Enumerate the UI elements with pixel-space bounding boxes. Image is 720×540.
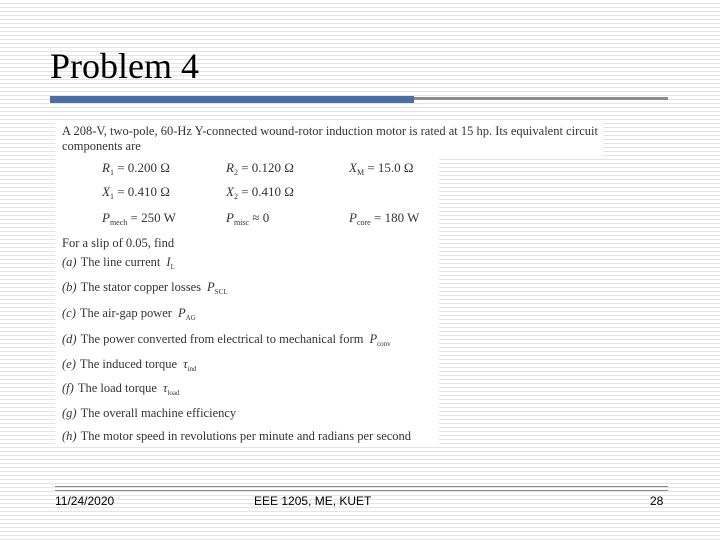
parameter-symbol: R — [102, 160, 110, 175]
question-symbol: $P_{conv}$ — [369, 332, 391, 348]
question-letter: (d) — [62, 332, 77, 346]
parameter-subscript: M — [356, 168, 365, 177]
question-symbol: $\tau_{load}$ — [162, 381, 180, 397]
parameter-symbol: P — [226, 210, 234, 225]
parameter-value: 0.120 Ω — [251, 160, 294, 175]
parameter-operator: ≈ — [252, 210, 260, 225]
slip-prompt: For a slip of 0.05, find — [62, 236, 175, 250]
question-symbol: $I_L$ — [166, 255, 175, 271]
question-letter: (c) — [62, 306, 76, 320]
parameter-x1 — [102, 184, 170, 201]
question-text: The induced torque — [79, 357, 178, 371]
title-accent-bar — [50, 96, 414, 103]
parameter-operator: = — [117, 184, 125, 199]
parameter-pcore — [349, 210, 419, 227]
parameter-value: 0.410 Ω — [251, 184, 294, 199]
footer-divider-line — [55, 486, 668, 487]
parameter-operator: = — [373, 210, 382, 225]
question-letter: (e) — [62, 357, 76, 371]
question-text: The power converted from electrical to mechanical form — [80, 332, 364, 346]
question-symbol: $\tau_{ind}$ — [183, 357, 197, 373]
question-text: The overall machine efficiency — [80, 406, 237, 420]
parameter-value: 0.410 Ω — [127, 184, 170, 199]
parameter-operator: = — [367, 160, 375, 175]
parameter-operator: = — [130, 210, 138, 225]
parameter-operator: = — [117, 160, 125, 175]
parameter-r2 — [226, 160, 294, 177]
question-f — [62, 381, 180, 397]
footer-divider-line — [55, 490, 668, 491]
parameter-symbol: X — [102, 184, 110, 199]
parameter-pmech — [102, 210, 176, 227]
parameter-value: 180 W — [384, 210, 420, 225]
parameter-value: 15.0 Ω — [377, 160, 414, 175]
parameter-value: 0 — [262, 210, 270, 225]
question-symbol: $P_{AG}$ — [177, 306, 196, 322]
footer-course: EEE 1205, ME, KUET — [254, 494, 372, 508]
parameter-operator: = — [241, 160, 249, 175]
question-text: The load torque — [77, 381, 157, 395]
problem-intro-text: A 208-V, two-pole, 60-Hz Y-connected wound-rotor induction motor is rated at 15 hp. Its equivalent circuit components are — [62, 124, 598, 153]
question-text: The motor speed in revolutions per minute and radians per second — [80, 429, 412, 443]
footer-page-number: 28 — [650, 494, 664, 508]
question-a — [62, 255, 175, 271]
parameter-subscript: mech — [109, 218, 128, 227]
question-letter: (b) — [62, 280, 77, 294]
parameter-symbol: P — [102, 210, 110, 225]
question-letter: (h) — [62, 429, 77, 443]
question-d — [62, 332, 391, 348]
question-letter: (f) — [62, 381, 74, 395]
parameter-symbol: P — [349, 210, 357, 225]
parameter-r1 — [102, 160, 170, 177]
parameter-subscript: 1 — [109, 168, 114, 177]
question-text: The air-gap power — [79, 306, 172, 320]
parameter-pmisc — [226, 210, 269, 227]
parameter-symbol: R — [226, 160, 234, 175]
question-text: The line current — [80, 255, 161, 269]
title-divider-line — [414, 97, 668, 100]
question-e — [62, 357, 197, 373]
question-h — [62, 429, 411, 444]
parameter-subscript: 2 — [233, 192, 238, 201]
question-b — [62, 280, 228, 296]
question-symbol: $P_{SCL}$ — [207, 280, 228, 296]
question-g — [62, 406, 236, 421]
question-letter: (a) — [62, 255, 77, 269]
parameter-subscript: 2 — [233, 168, 238, 177]
parameter-value: 0.200 Ω — [127, 160, 170, 175]
parameter-x2 — [226, 184, 294, 201]
parameter-value: 250 W — [141, 210, 176, 225]
question-c — [62, 306, 196, 322]
slide-title: Problem 4 — [50, 46, 199, 86]
question-letter: (g) — [62, 406, 77, 420]
parameter-symbol: X — [226, 184, 234, 199]
parameter-xm — [349, 160, 414, 177]
footer-date: 11/24/2020 — [55, 494, 115, 508]
question-text: The stator copper losses — [80, 280, 202, 294]
parameter-subscript: misc — [233, 218, 250, 227]
parameter-subscript: 1 — [109, 192, 114, 201]
parameter-operator: = — [241, 184, 249, 199]
parameter-subscript: core — [356, 218, 371, 227]
parameter-symbol: X — [349, 160, 357, 175]
